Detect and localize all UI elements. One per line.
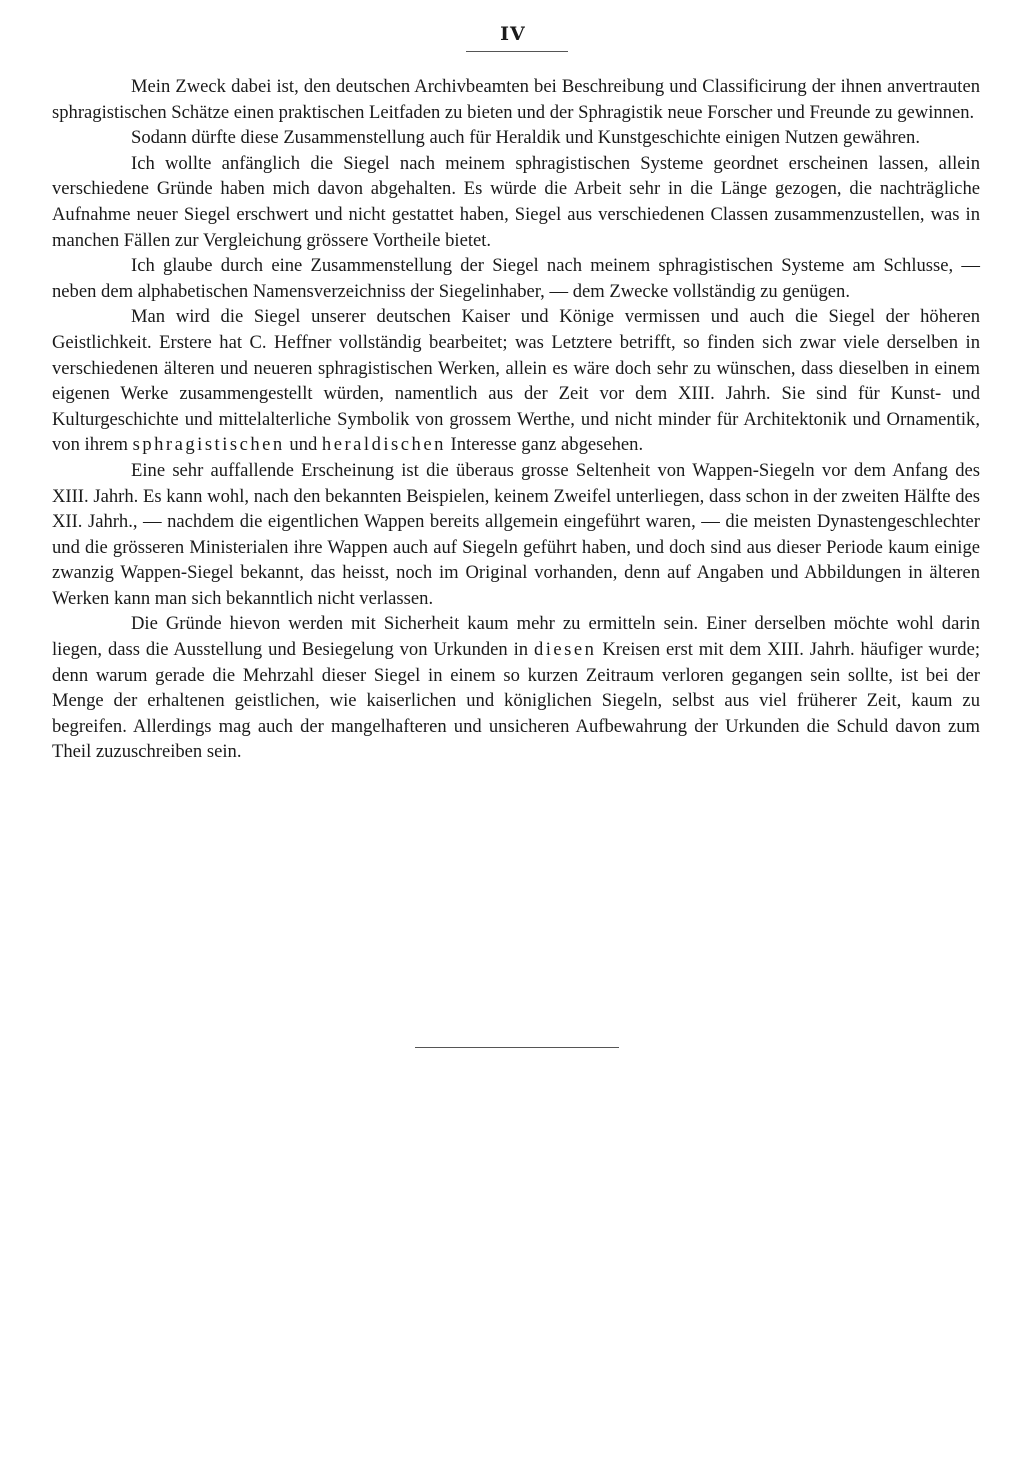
emphasized-word: heraldischen (321, 434, 446, 456)
emphasized-word: sphragistischen (132, 434, 285, 456)
paragraph-text: Kreisen erst mit dem XIII. Jahrh. häufiger wurde; denn warum gerade die Mehrzahl dieser Siegel in einem so kurzen Zeitraum verloren gegangen sein sollte, ist bei der Menge der erhaltenen geistlichen, wie kaiserlichen und königlichen Siegeln, selbst aus viel früherer Zeit, kaum zu begreifen. Allerdings mag auch der mangelhafteren und unsicheren Aufbewahrung der Urkunden die Schuld davon zum Theil zuzuschreiben sein. (52, 639, 981, 763)
closing-rule (415, 1047, 619, 1048)
paragraph-text: Die Gründe hievon werden mit Sicherheit kaum mehr zu ermitteln sein. Einer derselben möchte wohl darin liegen, dass die Ausstellung und Besiegelung von Urkunden in (52, 613, 980, 661)
paragraph-text: Man wird die Siegel unserer deutschen Kaiser und Könige vermissen und auch die Siegel der höheren Geistlichkeit. Erstere hat C. Heffner vollständig bearbeitet; was Letztere betrifft, so finden sich zwar viele derselben in verschiedenen älteren und neueren sphragistischen Werken, allein es wäre doch sehr zu wünschen, dass dieselben in einem eigenen Werke zusammengestellt würden, namentlich aus der Zeit vor dem XIII. Jahrh. Sie sind für Kunst- und Kulturgeschichte und mittelalterliche Symbolik von grossem Werthe, und nicht minder für Architektonik und Ornamentik, von ihrem (52, 306, 980, 456)
page-number: IV (500, 23, 526, 45)
paragraph: Mein Zweck dabei ist, den deutschen Archivbeamten bei Beschreibung und Classificirung der ihnen anvertrauten sphragistischen Schätze einen praktischen Leitfaden zu bieten und der Sphragistik neue Forscher und Freunde zu gewinnen. (52, 76, 980, 123)
paragraph-text: Interesse ganz abgesehen. (450, 434, 644, 456)
paragraph (52, 611, 980, 765)
paragraph (52, 304, 980, 458)
paragraph: Ich glaube durch eine Zusammenstellung der Siegel nach meinem sphragistischen Systeme am Schlusse, — neben dem alphabetischen Namensverzeichniss der Siegelinhaber, — dem Zwecke vollständig zu genügen. (52, 255, 980, 302)
paragraph: Sodann dürfte diese Zusammenstellung auch für Heraldik und Kunstgeschichte einigen Nutzen gewähren. (131, 127, 920, 149)
header-rule (466, 51, 568, 52)
paragraph-text: und (289, 434, 318, 456)
emphasized-word: diesen (533, 639, 597, 661)
paragraph: Ich wollte anfänglich die Siegel nach meinem sphragistischen Systeme geordnet erscheinen lassen, allein verschiedene Gründe haben mich davon abgehalten. Es würde die Arbeit sehr in die Länge gezogen, die nachträgliche Aufnahme neuer Siegel erschwert und nicht gestattet haben, Siegel aus verschiedenen Classen zusammenzustellen, was in manchen Fällen zur Vergleichung grössere Vortheile bietet. (52, 152, 980, 251)
paragraph: Eine sehr auffallende Erscheinung ist die überaus grosse Seltenheit von Wappen-Siegeln vor dem Anfang des XIII. Jahrh. Es kann wohl, nach den bekannten Beispielen, keinem Zweifel unterliegen, dass schon in der zweiten Hälfte des XII. Jahrh., — nachdem die eigentlichen Wappen bereits allgemein eingeführt waren, — die meisten Dynastengeschlechter und die grösseren Ministerialen ihre Wappen auch auf Siegeln geführt haben, und doch sind aus dieser Periode kaum einige zwanzig Wappen-Siegel bekannt, das heisst, noch im Original vorhanden, denn auf Angaben und Abbildungen in älteren Werken kann man sich bekanntlich nicht verlassen. (52, 459, 980, 609)
body-text (52, 74, 980, 765)
